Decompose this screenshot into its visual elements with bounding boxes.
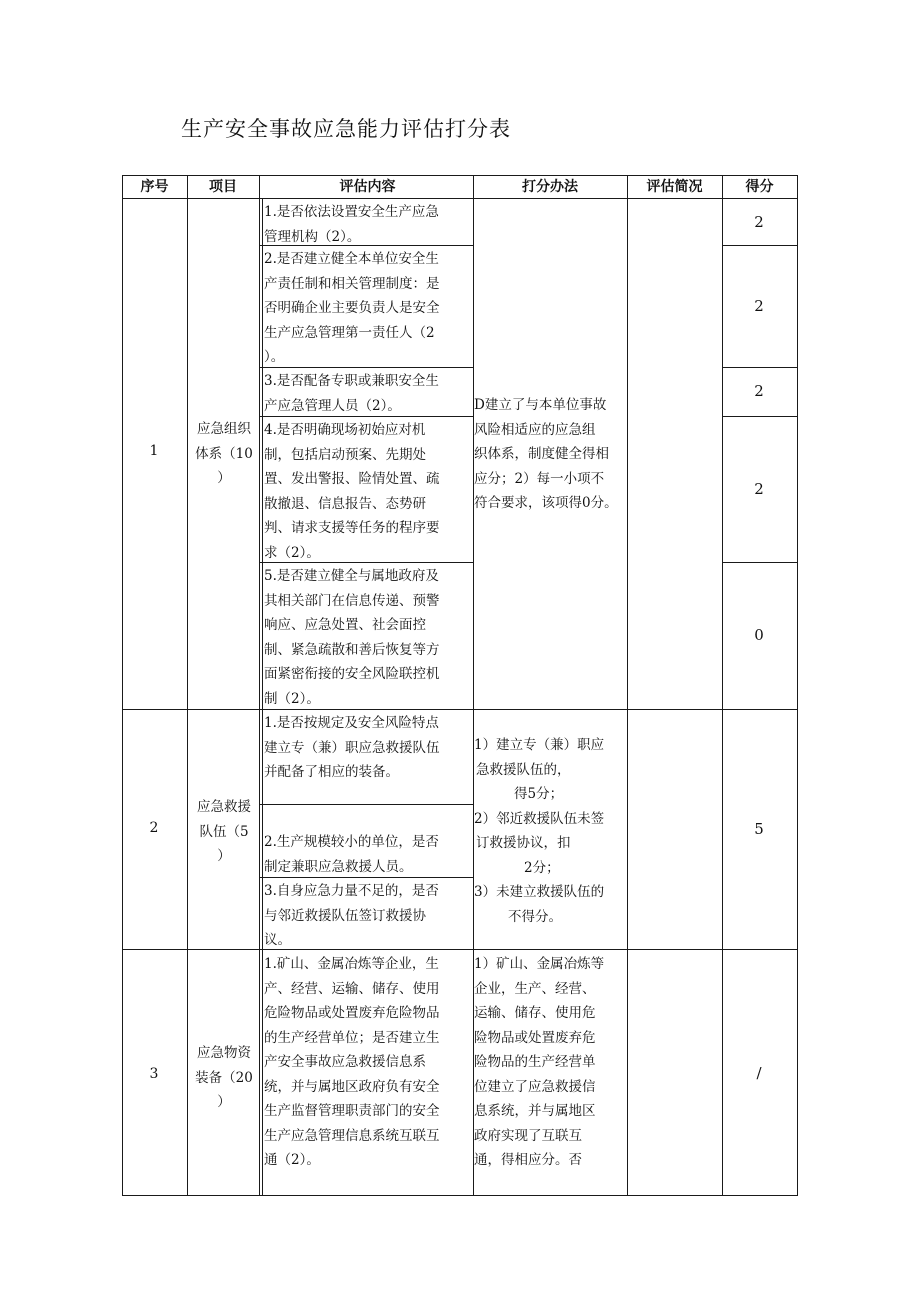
row1-score2: 2 [754,297,764,315]
header-situation: 评估简况 [646,179,703,195]
header-content: 评估内容 [339,179,396,195]
row2-method-line: 1）建立专（兼）职应 [474,737,605,753]
row2-method [474,733,630,929]
document-title: 生产安全事故应急能力评估打分表 [181,117,511,141]
row3-item1: 1.矿山、金属冶炼等企业，生 产、经营、运输、储存、使用 危险物品或处置废弃危险物品 的生产经营单位；是否建立生 产安全事故应急救援信息系 统，并与属地区政府负有安全 生产监督管理职责部门的安全 生产应急管理信息系统互联互 通（2）。 [264,956,440,1168]
row3-project: 应急物资 装备（20 ） [195,1045,253,1110]
row2-method-line: 2分； [524,859,560,876]
header-method: 打分办法 [522,179,578,195]
row2-method-line: 订救援协议，扣 [476,835,571,851]
row1-seq: 1 [149,443,159,459]
row2-score: 5 [754,820,764,838]
row2-method-line: 急救援队伍的， [476,761,571,778]
header-score: 得分 [745,179,774,195]
row1-item2: 2.是否建立健全本单位安全生 产责任制和相关管理制度：是 否明确企业主要负责人是安全 生产应急管理第一责任人（2 ）。 [264,251,440,365]
header-seq: 序号 [140,179,169,195]
row1-item3: 3.是否配备专职或兼职安全生 产应急管理人员（2）。 [264,373,439,414]
row2-seq: 2 [149,820,159,836]
row1-item4: 4.是否明确现场初始应对机 制，包括启动预案、先期处 置、发出警报、险情处置、疏 散撤退、信息报告、态势研 判、请求支援等任务的程序要 求（2）。 [264,422,440,561]
header-project: 项目 [209,179,237,195]
row2-method-line: 3）未建立救援队伍的 [474,884,605,900]
row2-project: 应急救援 队伍（5 ） [197,799,251,864]
row2-method-line: 不得分。 [508,908,562,925]
row2-item2: 2.生产规模较小的单位，是否 制定兼职应急救援人员。 [264,834,439,875]
row1-score4: 2 [754,480,764,498]
row1-item1: 1.是否依法设置安全生产应急 管理机构（2）。 [264,204,439,245]
row1-project: 应急组织 体系（10 ） [195,421,253,486]
row3-method: 1）矿山、金属冶炼等 企业，生产、经营、 运输、储存、使用危 险物品或处置废弃危 险物品的生产经营单 位建立了应急救援信 息系统，并与属地区 政府实现了互联互 通，得相应分。否 [474,956,605,1168]
row3-score: / [756,1064,762,1082]
row1-score1: 2 [754,213,764,231]
row2-item3: 3.自身应急力量不足的，是否 与邻近救援队伍签订救援协 议。 [264,883,439,948]
row2-method-line: 得5分； [514,786,564,802]
row2-method-line: 2）邻近救援队伍未签 [474,810,605,827]
row1-score3: 2 [754,382,764,400]
row1-score5: 0 [754,626,764,644]
row1-method: D建立了与本单位事故 风险相适应的应急组 织体系，制度健全得相 应分；2）每一小项不 符合要求，该项得0分。 [474,397,618,511]
row3-seq: 3 [149,1066,159,1082]
row2-item1: 1.是否按规定及安全风险特点 建立专（兼）职应急救援队伍 并配备了相应的装备。 [264,715,440,780]
row1-item5: 5.是否建立健全与属地政府及 其相关部门在信息传递、预警 响应、应急处置、社会面控 制、紧急疏散和善后恢复等方 面紧密衔接的安全风险联控机 制（2）。 [264,568,440,707]
